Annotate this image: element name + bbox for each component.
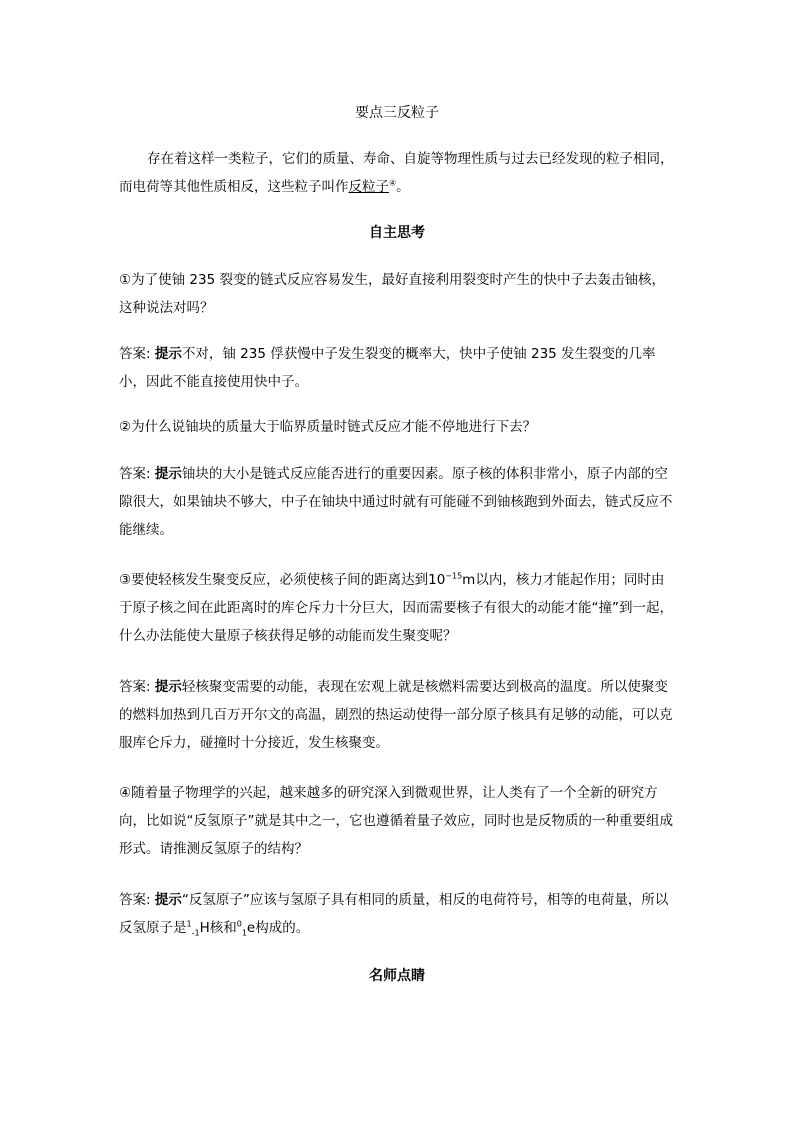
positron-symbol: e: [246, 920, 256, 936]
teacher-tips-heading: 名师点睛: [369, 968, 425, 984]
question-2: ②为什么说铀块的质量大于临界质量时链式反应才能不停地进行下去？: [119, 419, 537, 435]
hint-label: 提示: [154, 892, 182, 908]
intro-end: 。: [396, 179, 410, 195]
section-title: 要点三反粒子: [355, 105, 439, 121]
hydrogen-charge-number: -1: [191, 928, 200, 938]
hint-label: 提示: [154, 466, 182, 482]
footnote-mark: ④: [389, 178, 397, 188]
question-1: ①为了使铀 235 裂变的链式反应容易发生，最好直接利用裂变时产生的快中子去轰击铀核，这种说法对吗？: [119, 272, 665, 316]
intro-text: 存在着这样一类粒子，它们的质量、寿命、自旋等物理性质与过去已经发现的粒子相同，而电荷等其他性质相反，这些粒子叫作: [119, 151, 674, 195]
answer-prefix: 答案:: [119, 466, 155, 482]
answer-mid: 核和: [209, 920, 237, 936]
answer-text: 不对，铀 235 俘获慢中子发生裂变的概率大，快中子使铀 235 发生裂变的几率小，因此不能直接使用快中子。: [119, 346, 656, 390]
antiparticle-term: 反粒子: [348, 179, 389, 195]
answer-3: [119, 673, 675, 757]
answer-text: 铀块的大小是链式反应能否进行的重要因素。原子核的体积非常小，原子内部的空隙很大，如果铀块不够大，中子在铀块中通过时就有可能碰不到铀核跑到外面去，链式反应不能继续。: [119, 466, 673, 538]
positron-charge-number: 1: [241, 928, 247, 938]
question-text-cont: m以内，核力才能起作用；同时由于原子核之间在此距离时的库仑斥力十分巨大，因而需要核子有很大的动能才能“撞”到一起，什么办法能使大量原子核获得足够的动能而发生聚变呢？: [119, 572, 673, 644]
answer-1: [119, 340, 675, 396]
intro-paragraph: [119, 145, 675, 201]
hint-label: 提示: [154, 679, 182, 695]
answer-text: 轻核聚变需要的动能，表现在宏观上就是核燃料需要达到极高的温度。所以使聚变的燃料加热到几百万开尔文的高温，剧烈的热运动使得一部分原子核具有足够的动能，可以克服库仑斥力，碰撞时十分接近，发生核聚变。: [119, 679, 673, 751]
exponent: −15: [445, 571, 463, 581]
answer-2: [119, 460, 675, 544]
self-study-heading: 自主思考: [369, 225, 425, 241]
answer-prefix: 答案:: [119, 346, 155, 362]
hint-label: 提示: [154, 346, 182, 362]
hydrogen-mass-number: 1: [186, 919, 192, 929]
answer-text: “反氢原子”应该与氢原子具有相同的质量，相反的电荷符号，相等的电荷量，所以反氢原子是: [119, 892, 669, 936]
answer-prefix: 答案:: [119, 679, 155, 695]
question-text: ③要使轻核发生聚变反应，必须使核子间的距离达到10: [119, 572, 446, 588]
question-3: [119, 566, 675, 650]
answer-4: [119, 886, 675, 942]
question-4: ④随着量子物理学的兴起，越来越多的研究深入到微观世界，让人类有了一个全新的研究方向，比如说“反氢原子”就是其中之一，它也遵循着量子效应，同时也是反物质的一种重要组成形式。请推测反氢原子的结构？: [119, 785, 673, 857]
hydrogen-symbol: H: [199, 920, 210, 936]
positron-mass-number: 0: [236, 919, 242, 929]
answer-end: 构成的。: [255, 920, 310, 936]
answer-prefix: 答案:: [119, 892, 155, 908]
